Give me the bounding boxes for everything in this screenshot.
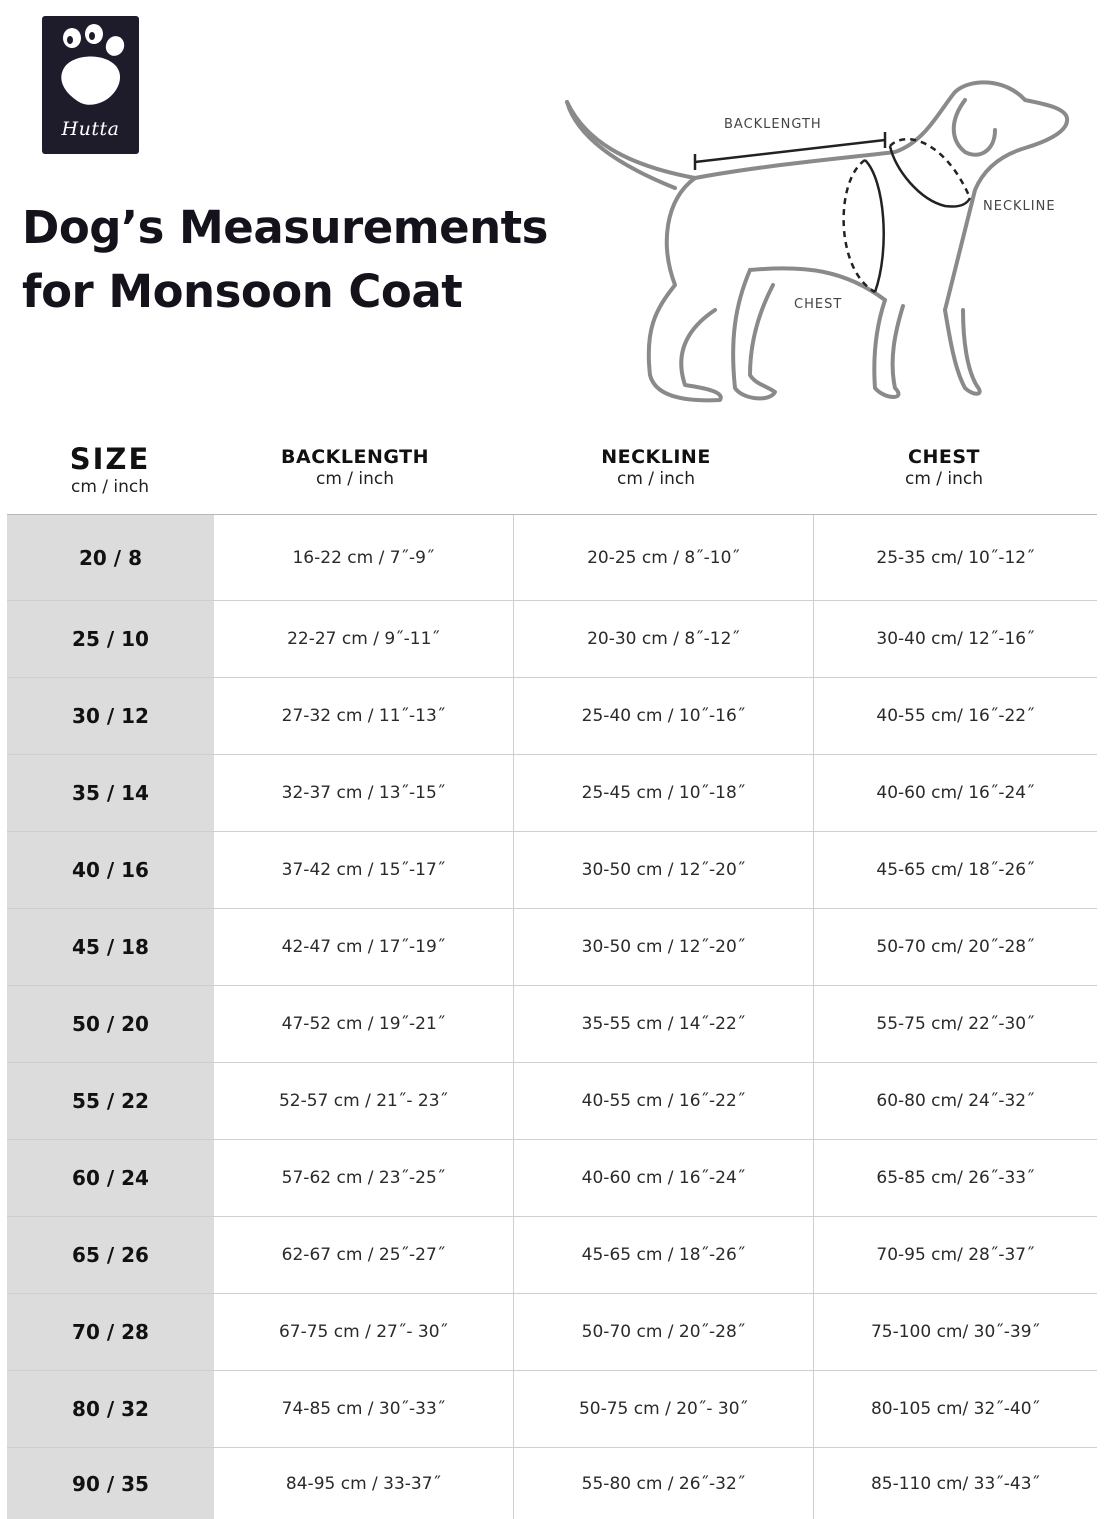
header-size-title: SIZE (69, 442, 151, 476)
table-row (7, 986, 1097, 1063)
table-row (7, 755, 1097, 832)
backlength-cell: 52-57 cm / 21˝- 23˝ (214, 1063, 514, 1139)
neckline-cell: 20-30 cm / 8˝-12˝ (514, 601, 814, 677)
header-backlength-title: BACKLENGTH (281, 446, 429, 468)
size-table (7, 514, 1097, 1519)
neckline-cell: 30-50 cm / 12˝-20˝ (514, 832, 814, 908)
chest-cell: 25-35 cm/ 10˝-12˝ (876, 547, 1035, 568)
neckline-cell: 20-25 cm / 8˝-10˝ (514, 515, 814, 600)
size-cell: 25 / 10 (7, 601, 214, 677)
table-row (7, 1217, 1097, 1294)
chest-cell: 85-110 cm/ 33˝-43˝ (870, 1473, 1041, 1494)
table-row (7, 832, 1097, 909)
header-backlength (240, 446, 470, 489)
table-row (7, 1371, 1097, 1448)
logo-text: Hutta (61, 118, 120, 140)
neckline-cell: 55-80 cm / 26˝-32˝ (514, 1448, 814, 1519)
size-cell: 55 / 22 (7, 1063, 214, 1139)
dog-diagram (545, 70, 1105, 420)
table-row (7, 1140, 1097, 1217)
chest-cell: 45-65 cm/ 18˝-26˝ (876, 860, 1035, 880)
size-cell: 35 / 14 (7, 755, 214, 831)
chest-cell: 65-85 cm/ 26˝-33˝ (876, 1168, 1035, 1188)
backlength-cell: 62-67 cm / 25˝-27˝ (214, 1217, 514, 1293)
backlength-cell: 84-95 cm / 33-37˝ (214, 1448, 514, 1519)
size-cell: 40 / 16 (7, 832, 214, 908)
chest-cell: 40-55 cm/ 16˝-22˝ (876, 706, 1035, 726)
size-cell: 45 / 18 (7, 909, 214, 985)
table-row (7, 1448, 1097, 1519)
header-size (20, 442, 200, 497)
neckline-cell: 40-60 cm / 16˝-24˝ (514, 1140, 814, 1216)
chest-cell: 30-40 cm/ 12˝-16˝ (876, 629, 1035, 649)
backlength-cell: 74-85 cm / 30˝-33˝ (214, 1371, 514, 1447)
chest-cell: 60-80 cm/ 24˝-32˝ (876, 1091, 1035, 1111)
neckline-cell: 35-55 cm / 14˝-22˝ (514, 986, 814, 1062)
table-row (7, 1063, 1097, 1140)
page-title (22, 196, 548, 324)
chest-cell: 55-75 cm/ 22˝-30˝ (876, 1014, 1035, 1034)
chest-cell: 80-105 cm/ 32˝-40˝ (870, 1399, 1041, 1419)
title-line-1: Dog’s Measurements (22, 201, 548, 254)
neckline-cell: 25-40 cm / 10˝-16˝ (514, 678, 814, 754)
header-chest (830, 446, 1058, 489)
title-line-2: for Monsoon Coat (22, 265, 463, 318)
backlength-cell: 16-22 cm / 7˝-9˝ (214, 515, 514, 600)
table-row (7, 601, 1097, 678)
table-row (7, 515, 1097, 601)
diagram-label-chest: CHEST (794, 297, 843, 312)
backlength-cell: 67-75 cm / 27˝- 30˝ (214, 1294, 514, 1370)
size-cell: 65 / 26 (7, 1217, 214, 1293)
header-backlength-unit: cm / inch (315, 469, 395, 489)
backlength-cell: 27-32 cm / 11˝-13˝ (214, 678, 514, 754)
neckline-cell: 50-75 cm / 20˝- 30˝ (514, 1371, 814, 1447)
neckline-cell: 40-55 cm / 16˝-22˝ (514, 1063, 814, 1139)
header-size-unit: cm / inch (70, 477, 150, 497)
chest-cell: 75-100 cm/ 30˝-39˝ (870, 1322, 1041, 1342)
chest-cell: 50-70 cm/ 20˝-28˝ (876, 937, 1035, 957)
chest-cell: 40-60 cm/ 16˝-24˝ (876, 783, 1035, 803)
backlength-cell: 47-52 cm / 19˝-21˝ (214, 986, 514, 1062)
chest-cell: 70-95 cm/ 28˝-37˝ (876, 1245, 1035, 1265)
header-chest-unit: cm / inch (904, 469, 984, 489)
header-neckline-unit: cm / inch (616, 469, 696, 489)
header-neckline (540, 446, 772, 489)
neckline-cell: 50-70 cm / 20˝-28˝ (514, 1294, 814, 1370)
diagram-label-backlength: BACKLENGTH (724, 117, 822, 132)
size-cell: 80 / 32 (7, 1371, 214, 1447)
size-cell: 30 / 12 (7, 678, 214, 754)
table-row (7, 1294, 1097, 1371)
header-neckline-title: NECKLINE (601, 446, 711, 468)
size-cell: 90 / 35 (7, 1448, 214, 1519)
table-row (7, 678, 1097, 755)
neckline-cell: 25-45 cm / 10˝-18˝ (514, 755, 814, 831)
backlength-cell: 37-42 cm / 15˝-17˝ (214, 832, 514, 908)
backlength-cell: 32-37 cm / 13˝-15˝ (214, 755, 514, 831)
backlength-cell: 22-27 cm / 9˝-11˝ (214, 601, 514, 677)
table-row (7, 909, 1097, 986)
size-cell: 20 / 8 (7, 515, 214, 600)
neckline-cell: 30-50 cm / 12˝-20˝ (514, 909, 814, 985)
backlength-cell: 57-62 cm / 23˝-25˝ (214, 1140, 514, 1216)
size-cell: 50 / 20 (7, 986, 214, 1062)
diagram-label-neckline: NECKLINE (983, 199, 1056, 214)
header-chest-title: CHEST (908, 446, 980, 468)
size-cell: 70 / 28 (7, 1294, 214, 1370)
neckline-cell: 45-65 cm / 18˝-26˝ (514, 1217, 814, 1293)
backlength-cell: 42-47 cm / 17˝-19˝ (214, 909, 514, 985)
brand-logo (42, 16, 139, 154)
size-cell: 60 / 24 (7, 1140, 214, 1216)
